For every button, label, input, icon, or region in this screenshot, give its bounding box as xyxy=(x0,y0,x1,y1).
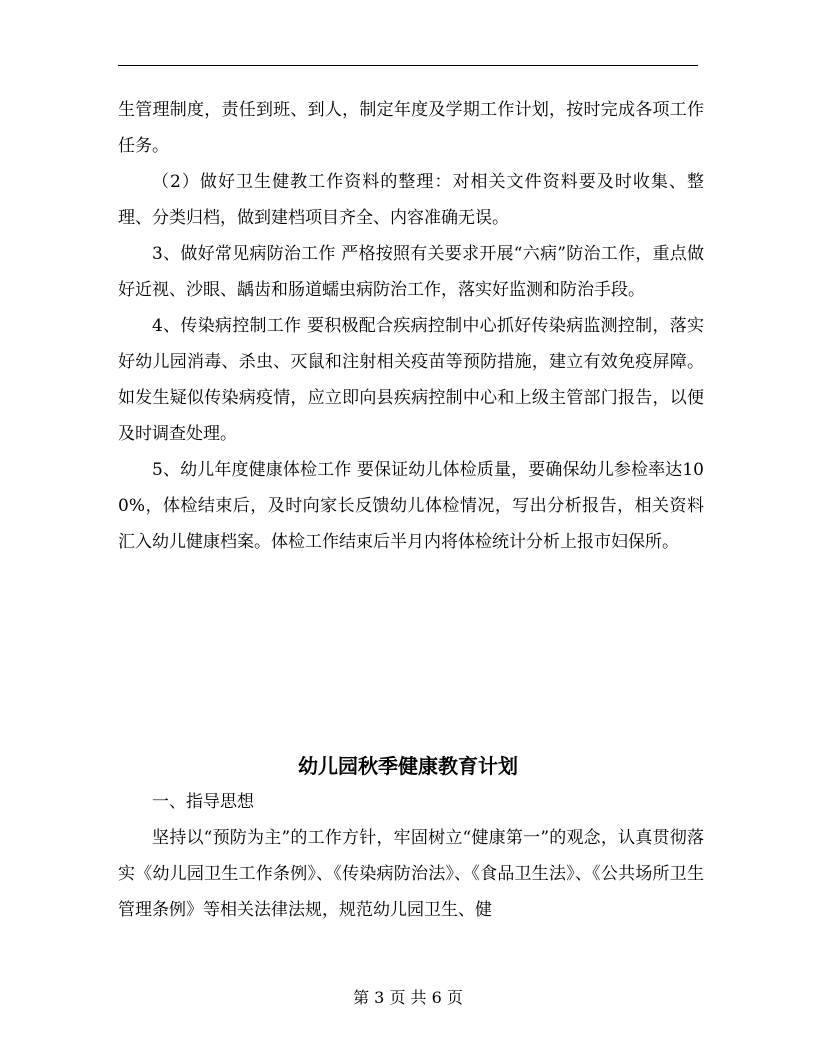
section-title: 幼儿园秋季健康教育计划 xyxy=(298,754,518,778)
paragraph-health-checkup: 5、幼儿年度健康体检工作 要保证幼儿体检质量，要确保幼儿参检率达100%，体检结束后，及时向家长反馈幼儿体检情况，写出分析报告，相关资料汇入幼儿健康档案。体检工作结束后半月内将体检统计分析上报市妇保所。 xyxy=(118,460,704,552)
paragraph-record-keeping: （2）做好卫生健教工作资料的整理：对相关文件资料要及时收集、整理、分类归档，做到建档项目齐全、内容准确无误。 xyxy=(118,172,704,228)
document-body xyxy=(118,92,704,560)
page-footer: 第 3 页 共 6 页 xyxy=(353,988,463,1007)
section-body xyxy=(118,784,704,928)
paragraph-infectious-disease: 4、传染病控制工作 要积极配合疾病控制中心抓好传染病监测控制，落实好幼儿园消毒、杀虫、灭鼠和注射相关疫苗等预防措施，建立有效免疫屏障。如发生疑似传染病疫情，应立即向县疾病控制中心和上级主管部门报告，以便及时调查处理。 xyxy=(118,316,704,444)
section-paragraph: 坚持以“预防为主”的工作方针，牢固树立“健康第一”的观念，认真贯彻落实《幼儿园卫生工作条例》、《传染病防治法》、《食品卫生法》、《公共场所卫生管理条例》等相关法律法规，规范幼儿园卫生、健 xyxy=(118,828,704,920)
header-rule xyxy=(118,65,698,66)
paragraph-continuation: 生管理制度，责任到班、到人，制定年度及学期工作计划，按时完成各项工作任务。 xyxy=(118,100,704,156)
paragraph-common-disease: 3、做好常见病防治工作 严格按照有关要求开展“六病”防治工作，重点做好近视、沙眼、龋齿和肠道蠕虫病防治工作，落实好监测和防治手段。 xyxy=(118,244,704,300)
section-heading: 一、指导思想 xyxy=(152,792,254,812)
